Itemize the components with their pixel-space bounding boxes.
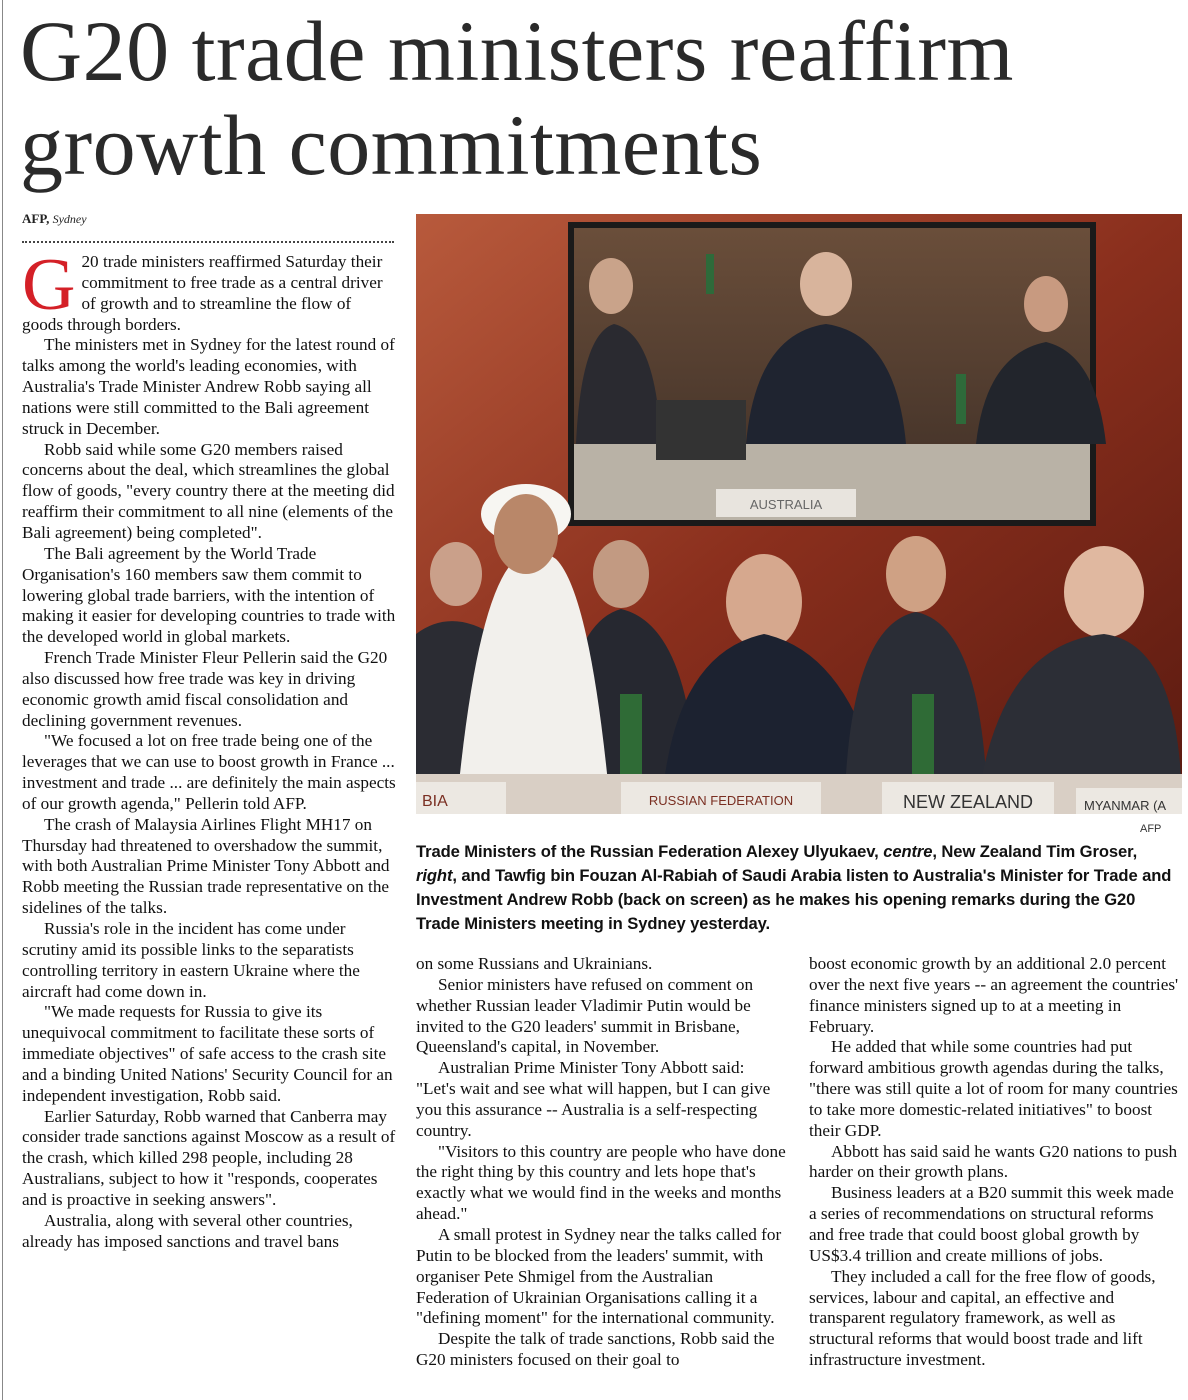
article-paragraph: The crash of Malaysia Airlines Flight MH17 on Thursday had threatened to overshadow the summit, with both Australian Prime Minister Tony Abbott and Robb meeting the Russian trade representative on the sidelines of the talks. [22, 814, 390, 918]
article-paragraph: Abbott has said said he wants G20 nations to push harder on their growth plans. [809, 1141, 1178, 1182]
article-paragraph: French Trade Minister Fleur Pellerin said the G20 also discussed how free trade was key in driving economic growth amid fiscal consolidation and declining government revenues. [22, 648, 388, 730]
article-column-1 [22, 244, 396, 1253]
byline-city: Sydney [52, 212, 87, 226]
article-paragraph: G 20 trade ministers reaffirmed Saturday their commitment to free trade as a central driver of growth and to streamline the flow of goods through borders. [22, 244, 383, 334]
headline: G20 trade ministers reaffirm growth commitments [20, 3, 1014, 193]
news-photo [416, 214, 1182, 814]
byline-divider [22, 241, 394, 243]
nameplate-new-zealand: NEW ZEALAND [902, 792, 1034, 812]
article-paragraph: He added that while some countries had put forward ambitious growth agendas during the talks, "there was still quite a lot of room for many countries to take more domestic-related initiatives" to boost their GDP. [809, 1037, 1178, 1140]
page-left-rule [2, 0, 3, 1400]
article-paragraph: Robb said while some G20 members raised concerns about the deal, which streamlines the global flow of goods, "every country there at the meeting did reaffirm their commitment to all nine (elements of the Bali agreement) being completed". [22, 439, 395, 542]
photo-caption: Trade Ministers of the Russian Federation Alexey Ulyukaev, centre, New Zealand Tim Groser, right, and Tawfig bin Fouzan Al-Rabiah of Saudi Arabia listen to Australia's Minister for Trade and Investment Andrew Robb (back on screen) as he makes his opening remarks during the G20 Trade Ministers meeting in Sydney yesterday. [416, 842, 1172, 933]
article-paragraph: They included a call for the free flow of goods, services, labour and capital, an effective and transparent regulatory framework, as well as structural reforms that would boost trade and lift infrastructure investment. [809, 1266, 1156, 1370]
article-paragraph: Senior ministers have refused on comment on whether Russian leader Vladimir Putin would be invited to the G20 leaders' summit in Brisbane, Queensland's capital, in November. [416, 974, 754, 1057]
article-paragraph: Despite the talk of trade sanctions, Robb said the G20 ministers focused on their goal to [416, 1329, 775, 1370]
article-paragraph: Australian Prime Minister Tony Abbott said: "Let's wait and see what will happen, but I can give you this assurance -- Australia is a self-respecting country. [416, 1058, 771, 1140]
article-paragraph: boost economic growth by an additional 2.0 percent over the next five years -- an agreement the countries' finance ministers signed up to at a meeting in February. [809, 954, 1179, 1036]
article-paragraph: The Bali agreement by the World Trade Organisation's 160 members saw them commit to lowering global trade barriers, with the intention of making it easier for developing countries to trade with the developed world in global markets. [22, 543, 396, 647]
article-paragraph: "We made requests for Russia to give its unequivocal commitment to facilitate these sorts of immediate objectives" of safe access to the crash site and a binding United Nations' Security Council for an independent investigation, Robb said. [22, 1002, 393, 1105]
article-column-2 [416, 954, 786, 1371]
article-paragraph: Australia, along with several other countries, already has imposed sanctions and travel bans [22, 1210, 353, 1251]
article-paragraph: Russia's role in the incident has come under scrutiny amid its possible links to the separatists controlling territory in eastern Ukraine where the aircraft had come down in. [22, 919, 360, 1001]
article-paragraph: on some Russians and Ukrainians. [416, 954, 653, 973]
nameplate-russia: RUSSIAN FEDERATION [648, 793, 794, 808]
article-column-3 [809, 954, 1179, 1371]
photo-credit: AFP [1140, 823, 1162, 835]
article-paragraph: "We focused a lot on free trade being one of the leverages that we can use to boost growth in France ... investment and trade ... are definitely the main aspects of our growth agenda," Pellerin told AFP. [22, 731, 396, 813]
nameplate-saudi: BIA [422, 793, 448, 810]
article-paragraph: A small protest in Sydney near the talks called for Putin to be blocked from the leaders' summit, with organiser Pete Shmigel from the Australian Federation of Ukrainian Organisations calling it a "defining moment" for the international community. [416, 1224, 782, 1328]
article-paragraph: Earlier Saturday, Robb warned that Canberra may consider trade sanctions against Moscow as a result of the crash, which killed 298 people, including 28 Australians, subject to how it "responds, cooperates and is proactive in seeking answers". [22, 1106, 396, 1209]
drop-cap: G [22, 244, 76, 326]
article-paragraph: Business leaders at a B20 summit this week made a series of recommendations on structural reforms and free trade that could boost global growth by US$3.4 trillion and create millions of jobs. [809, 1183, 1174, 1265]
screen-nameplate: AUSTRALIA [749, 497, 823, 512]
nameplate-myanmar: MYANMAR (A [1084, 798, 1167, 813]
byline [22, 211, 87, 227]
article-paragraph: "Visitors to this country are people who have done the right thing by this country and lets hope that's exactly what we would find in the weeks and months ahead." [416, 1141, 786, 1224]
article-paragraph: The ministers met in Sydney for the latest round of talks among the world's leading economies, with Australia's Trade Minister Andrew Robb saying all nations were still committed to the Bali agreement struck in December. [22, 335, 395, 438]
byline-source: AFP, [22, 211, 50, 226]
